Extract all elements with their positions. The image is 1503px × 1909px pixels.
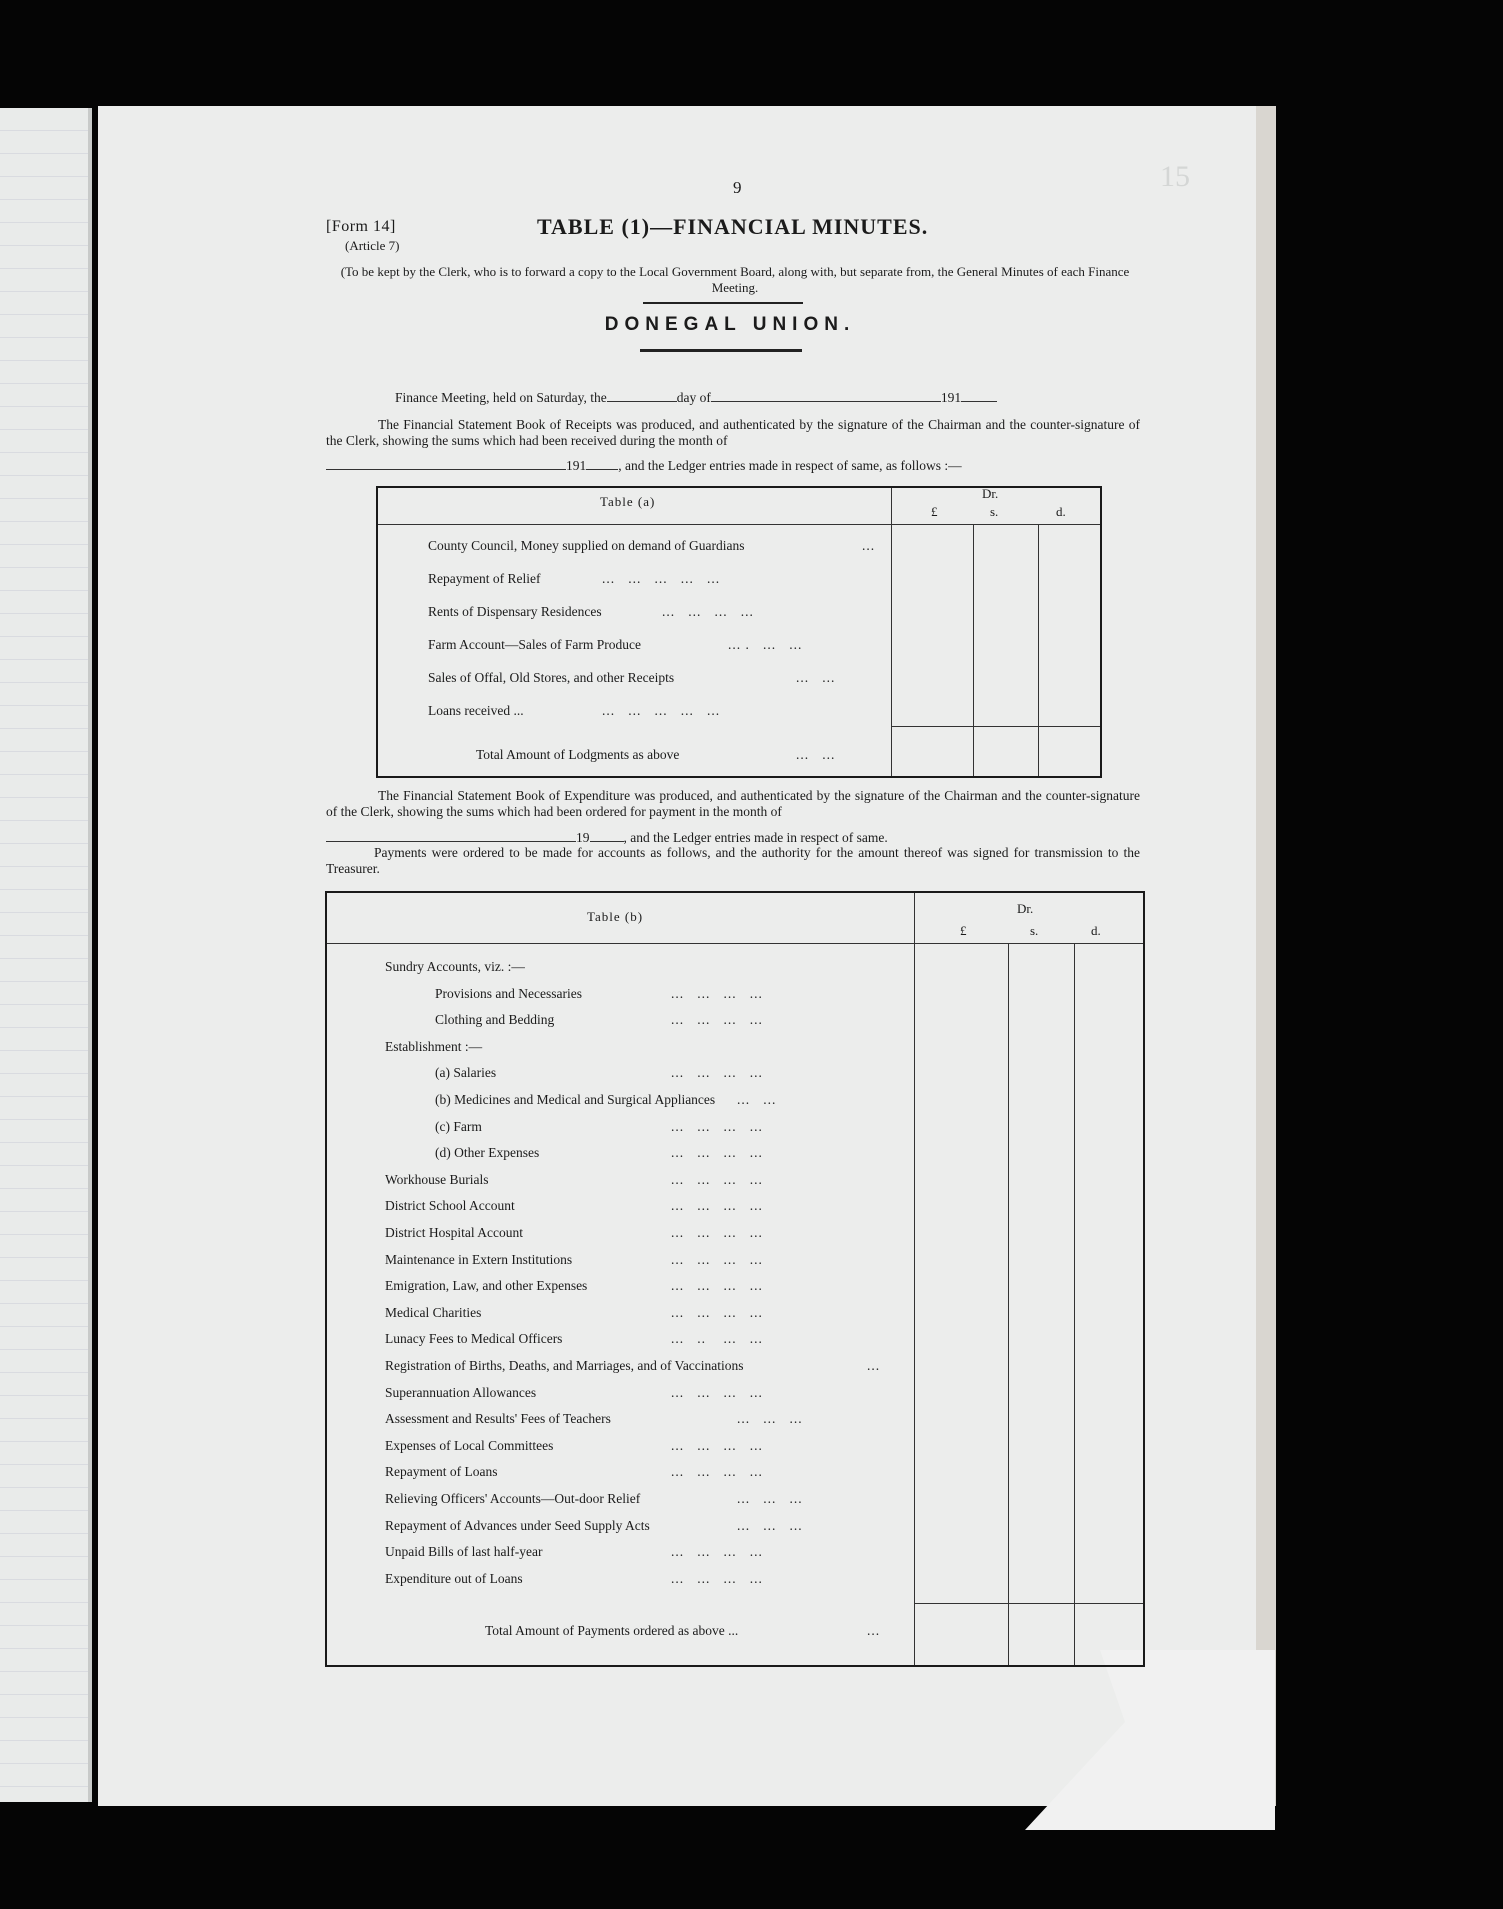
leader-dots: ... ... ... (737, 1518, 803, 1533)
table-a-header-rule (378, 524, 1100, 525)
leader-dots: ... (867, 1358, 881, 1373)
leader-dots: ... ... ... ... (671, 1438, 763, 1453)
list-item: Rents of Dispensary Residences (428, 604, 602, 619)
payments-paragraph: Payments were ordered to be made for accounts as follows, and the authority for the amount thereof was signed for transmission to the Treasurer. (326, 845, 1140, 876)
leader-dots: ... ... ... ... (671, 1119, 763, 1134)
list-item: Establishment :— (385, 1039, 483, 1054)
table-a-col-pence (1038, 524, 1039, 776)
leader-dots: ... ... ... ... (671, 1571, 763, 1586)
leader-dots: ... ... ... ... (671, 1544, 763, 1559)
expenditure-tail-text: , and the Ledger entries made in respect of same. (623, 830, 888, 845)
expenditure-month-blank[interactable] (326, 829, 576, 842)
list-item: Medical Charities (385, 1305, 482, 1320)
list-item: County Council, Money supplied on demand of Guardians (428, 538, 745, 553)
list-item: Maintenance in Extern Institutions (385, 1252, 573, 1267)
instruction-text: (To be kept by the Clerk, who is to forward a copy to the Local Government Board, along with, but separate from, the General Minutes of each Finance Meeting. (340, 264, 1130, 295)
divider (643, 302, 803, 304)
table-a-unit-pence: d. (1056, 504, 1066, 519)
page-number: 9 (733, 178, 742, 197)
leader-dots: ... ... (737, 1092, 777, 1107)
list-item: (d) Other Expenses (435, 1145, 540, 1160)
faint-stamp-mark: 15 (1160, 160, 1190, 193)
leader-dots: ... ... ... ... (671, 986, 763, 1001)
leader-dots: ... ... ... ... (671, 1198, 763, 1213)
table-a-unit-shillings: s. (990, 504, 999, 519)
list-item: (b) Medicines and Medical and Surgical Appliances (435, 1092, 716, 1107)
receipts-tail (326, 457, 1140, 474)
list-item: Repayment of Relief (428, 571, 541, 586)
receipts-table (376, 486, 1102, 778)
leader-dots: ... ... ... ... (671, 1385, 763, 1400)
page-title: TABLE (1)—FINANCIAL MINUTES. (537, 214, 929, 239)
leader-dots: ... .. ... ... (671, 1331, 763, 1346)
table-a-col-pounds (891, 488, 892, 776)
list-item: Repayment of Loans (385, 1464, 498, 1479)
table-a-col-shillings (973, 524, 974, 776)
leader-dots: ... ... ... ... (671, 1305, 763, 1320)
total-row: Total Amount of Payments ordered as above ... (485, 1623, 739, 1638)
list-item: Farm Account—Sales of Farm Produce (428, 637, 641, 652)
table-b-title: Table (b) (587, 909, 644, 924)
form-article: (Article 7) (345, 238, 400, 253)
leader-dots: ... ... ... ... ... (602, 703, 721, 718)
leader-dots: ... ... ... (737, 1491, 803, 1506)
table-b-dr: Dr. (1017, 901, 1034, 916)
table-b-header-rule (327, 943, 1143, 944)
list-item: Sales of Offal, Old Stores, and other Receipts (428, 670, 675, 685)
leader-dots: ... ... ... ... (671, 1172, 763, 1187)
expenditure-paragraph: The Financial Statement Book of Expenditure was produced, and authenticated by the signature of the Chairman and the counter-signature of the Clerk, showing the sums which had been ordered for payment in the month of (326, 788, 1140, 819)
facing-page-edge (88, 108, 92, 1802)
table-a-total-rule (891, 726, 1100, 727)
table-b-total-rule (914, 1603, 1143, 1604)
receipts-month-blank[interactable] (326, 457, 566, 470)
leader-dots: ... ... ... ... (671, 1065, 763, 1080)
facing-page (0, 108, 92, 1802)
leader-dots: ... . ... ... (728, 637, 803, 652)
expenditure-year: 19 (576, 830, 590, 845)
table-a-dr: Dr. (982, 486, 999, 501)
table-b-unit-pounds: £ (960, 923, 967, 938)
table-b-col-pounds (914, 893, 915, 1665)
leader-dots: ... ... ... ... ... (602, 571, 721, 586)
list-item: District Hospital Account (385, 1225, 523, 1240)
leader-dots: ... ... ... ... (671, 1225, 763, 1240)
meeting-text-a: Finance Meeting, held on Saturday, the (395, 390, 607, 405)
table-b-unit-shillings: s. (1030, 923, 1039, 938)
day-blank[interactable] (607, 389, 677, 402)
leader-dots: ... ... ... ... (671, 1464, 763, 1479)
meeting-text-c: 191 (940, 390, 962, 405)
list-item: Workhouse Burials (385, 1172, 489, 1187)
list-item: Superannuation Allowances (385, 1385, 537, 1400)
receipts-year: 191 (566, 458, 587, 473)
list-item: Emigration, Law, and other Expenses (385, 1278, 588, 1293)
page-edge (1256, 106, 1276, 1806)
table-b-col-pence (1074, 943, 1075, 1665)
year-blank[interactable] (961, 389, 997, 402)
list-item: Repayment of Advances under Seed Supply Acts (385, 1518, 650, 1533)
list-item: Clothing and Bedding (435, 1012, 555, 1027)
list-item: Assessment and Results' Fees of Teachers (385, 1411, 611, 1426)
table-a-title: Table (a) (600, 494, 656, 509)
list-item: Relieving Officers' Accounts—Out-door Relief (385, 1491, 641, 1506)
list-item: Provisions and Necessaries (435, 986, 582, 1001)
leader-dots: ... ... (796, 747, 836, 762)
list-item: Expenses of Local Committees (385, 1438, 554, 1453)
leader-dots: ... ... ... ... (671, 1012, 763, 1027)
leader-dots: ... ... ... (737, 1411, 803, 1426)
leader-dots: ... ... (796, 670, 836, 685)
meeting-line (326, 389, 1140, 406)
table-b-unit-pence: d. (1091, 923, 1101, 938)
leader-dots: ... ... ... ... (671, 1145, 763, 1160)
leader-dots: ... ... ... ... (671, 1252, 763, 1267)
meeting-text-b: day of (676, 390, 711, 405)
table-a-unit-pounds: £ (931, 504, 938, 519)
table-b-col-shillings (1008, 943, 1009, 1665)
payments-table (325, 891, 1145, 1667)
list-item: (c) Farm (435, 1119, 482, 1134)
list-item: Lunacy Fees to Medical Officers (385, 1331, 563, 1346)
leader-dots: ... (867, 1623, 881, 1638)
list-item: Loans received ... (428, 703, 524, 718)
list-item: District School Account (385, 1198, 515, 1213)
expenditure-year-blank[interactable] (590, 829, 624, 842)
leader-dots: ... (862, 538, 876, 553)
expenditure-tail (326, 829, 1140, 846)
list-item: Sundry Accounts, viz. :— (385, 959, 525, 974)
list-item: Registration of Births, Deaths, and Marriages, and of Vaccinations (385, 1358, 744, 1373)
receipts-paragraph: The Financial Statement Book of Receipts was produced, and authenticated by the signature of the Chairman and the counter-signature of the Clerk, showing the sums which had been received during the month of (326, 417, 1140, 448)
divider (640, 349, 802, 352)
form-tag: [Form 14] (326, 218, 396, 235)
month-blank[interactable] (711, 389, 941, 402)
total-row: Total Amount of Lodgments as above (476, 747, 680, 762)
receipts-tail-text: , and the Ledger entries made in respect of same, as follows :— (618, 458, 962, 473)
list-item: Unpaid Bills of last half-year (385, 1544, 543, 1559)
list-item: (a) Salaries (435, 1065, 497, 1080)
receipts-year-blank[interactable] (586, 457, 618, 470)
union-name: DONEGAL UNION. (604, 314, 856, 335)
leader-dots: ... ... ... ... (662, 604, 754, 619)
leader-dots: ... ... ... ... (671, 1278, 763, 1293)
list-item: Expenditure out of Loans (385, 1571, 523, 1586)
